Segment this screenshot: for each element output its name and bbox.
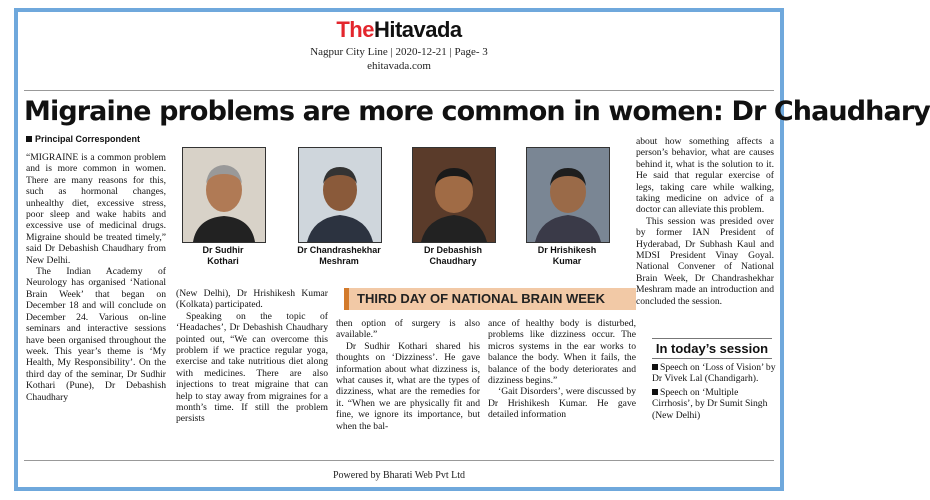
paragraph: about how something affects a person’s behavior, what are causes behind it, what is the solution to it. He said that regular exercise of legs, taking care while walking, taking medicine on advice of a doctor can alleviate this problem. xyxy=(636,136,774,216)
headline: Migraine problems are more common in women: Dr Chaudhary xyxy=(24,96,930,127)
portrait-icon xyxy=(527,148,609,242)
photo-hrishikesh-kumar xyxy=(526,147,610,243)
portrait-icon xyxy=(183,148,265,242)
logo-hitavada: Hitavada xyxy=(373,17,462,42)
footer-credit[interactable]: Powered by Bharati Web Pvt Ltd xyxy=(332,470,466,481)
list-item: Speech on ‘Loss of Vision’ by Dr Vivek Lal (Chandigarh). xyxy=(652,362,776,385)
article-column-3 xyxy=(336,318,480,432)
bullet-square-icon xyxy=(652,389,658,395)
portrait-icon xyxy=(413,148,495,242)
paragraph: ‘Gait Disorders’, were discussed by Dr Hrishikesh Kumar. He gave detailed information xyxy=(488,386,636,421)
page-frame xyxy=(14,8,930,491)
sidebar-title: In today’s session xyxy=(652,338,772,359)
article-column-4 xyxy=(488,318,636,421)
bullet-square-icon xyxy=(26,136,32,142)
photo-caption: Dr Chandrashekhar Meshram xyxy=(297,245,381,266)
newspaper-logo[interactable] xyxy=(18,18,780,42)
logo-the: The xyxy=(336,17,374,42)
photo-caption: Dr Hrishikesh Kumar xyxy=(537,245,597,266)
masthead xyxy=(18,18,780,72)
photo-debashish-chaudhary xyxy=(412,147,496,243)
portrait-icon xyxy=(299,148,381,242)
article-column-2 xyxy=(176,288,328,425)
photo-caption: Dr Sudhir Kothari xyxy=(202,245,244,266)
paragraph: (New Delhi), Dr Hrishikesh Kumar (Kolkata) participated. xyxy=(176,288,328,311)
photo-chandrashekhar-meshram xyxy=(298,147,382,243)
paragraph: Speaking on the topic of ‘Headaches’, Dr Debashish Chaudhary pointed out, “We can overcome this problem if we practice regular yoga, exercise and take nutritious diet along with medicines. There are also injections to treat migraine that can help to stay away from migraines for a month’s time. If still the problem persists xyxy=(176,310,328,425)
session-list xyxy=(652,362,776,423)
photo-sudhir-kothari xyxy=(182,147,266,243)
section-banner: THIRD DAY OF NATIONAL BRAIN WEEK xyxy=(344,288,636,310)
list-item: Speech on ‘Multiple Cirrhosis’, by Dr Sumit Singh (New Delhi) xyxy=(652,386,768,421)
article-column-5 xyxy=(636,136,774,307)
bullet-square-icon xyxy=(652,364,658,370)
footer-divider xyxy=(24,460,774,461)
edition-meta: Nagpur City Line | 2020-12-21 | Page- 3 xyxy=(310,46,488,58)
paragraph: This session was presided over by former IAN President of Hyderabad, Dr Subhash Kaul and MDSI President Vinay Goyal. National Convener of National Brain Week, Dr Chandrashekhar Meshram made an introduction and concluded the session. xyxy=(636,215,774,307)
paragraph: ance of healthy body is disturbed, problems like dizziness occur. The micros systems in the ear works to balance the body. When it fails, the balance of the body deteriorates and dizziness begins.” xyxy=(488,318,636,387)
header-divider xyxy=(24,90,774,91)
byline xyxy=(26,134,140,144)
article-column-1 xyxy=(26,152,166,403)
site-link[interactable]: ehitavada.com xyxy=(367,60,431,72)
byline-text: Principal Correspondent xyxy=(35,134,141,144)
paragraph: Dr Sudhir Kothari shared his thoughts on ‘Dizziness’. He gave information about what dizziness is, what causes it, what are the types of dizziness, what are the remedies for it. “When we are physically fit and fine, we ignore its importance, but when the bal- xyxy=(336,340,480,432)
paragraph: then option of surgery is also available.” xyxy=(336,318,480,341)
paragraph: The Indian Academy of Neurology has organised ‘National Brain Week’ that began on December 18 and will conclude on December 24. Various on-line seminars and interactive sessions have been organised throughout the week. This year’s theme is ‘My Health, My Responsibility’. On the third day of the seminar, Dr Sudhir Kothari (Pune), Dr Debashish Chaudhary xyxy=(26,266,166,403)
photo-caption: Dr Debashish Chaudhary xyxy=(423,245,483,266)
paragraph: “MIGRAINE is a common problem and is more common in women. There are many reasons for this, such as hormonal changes, unhealthy diet, excessive stress, poor sleep and wake habits and excessive use of medicinal drugs. Migraine should be treated timely,” said Dr Debashish Chaudhary from New Delhi. xyxy=(26,152,166,266)
